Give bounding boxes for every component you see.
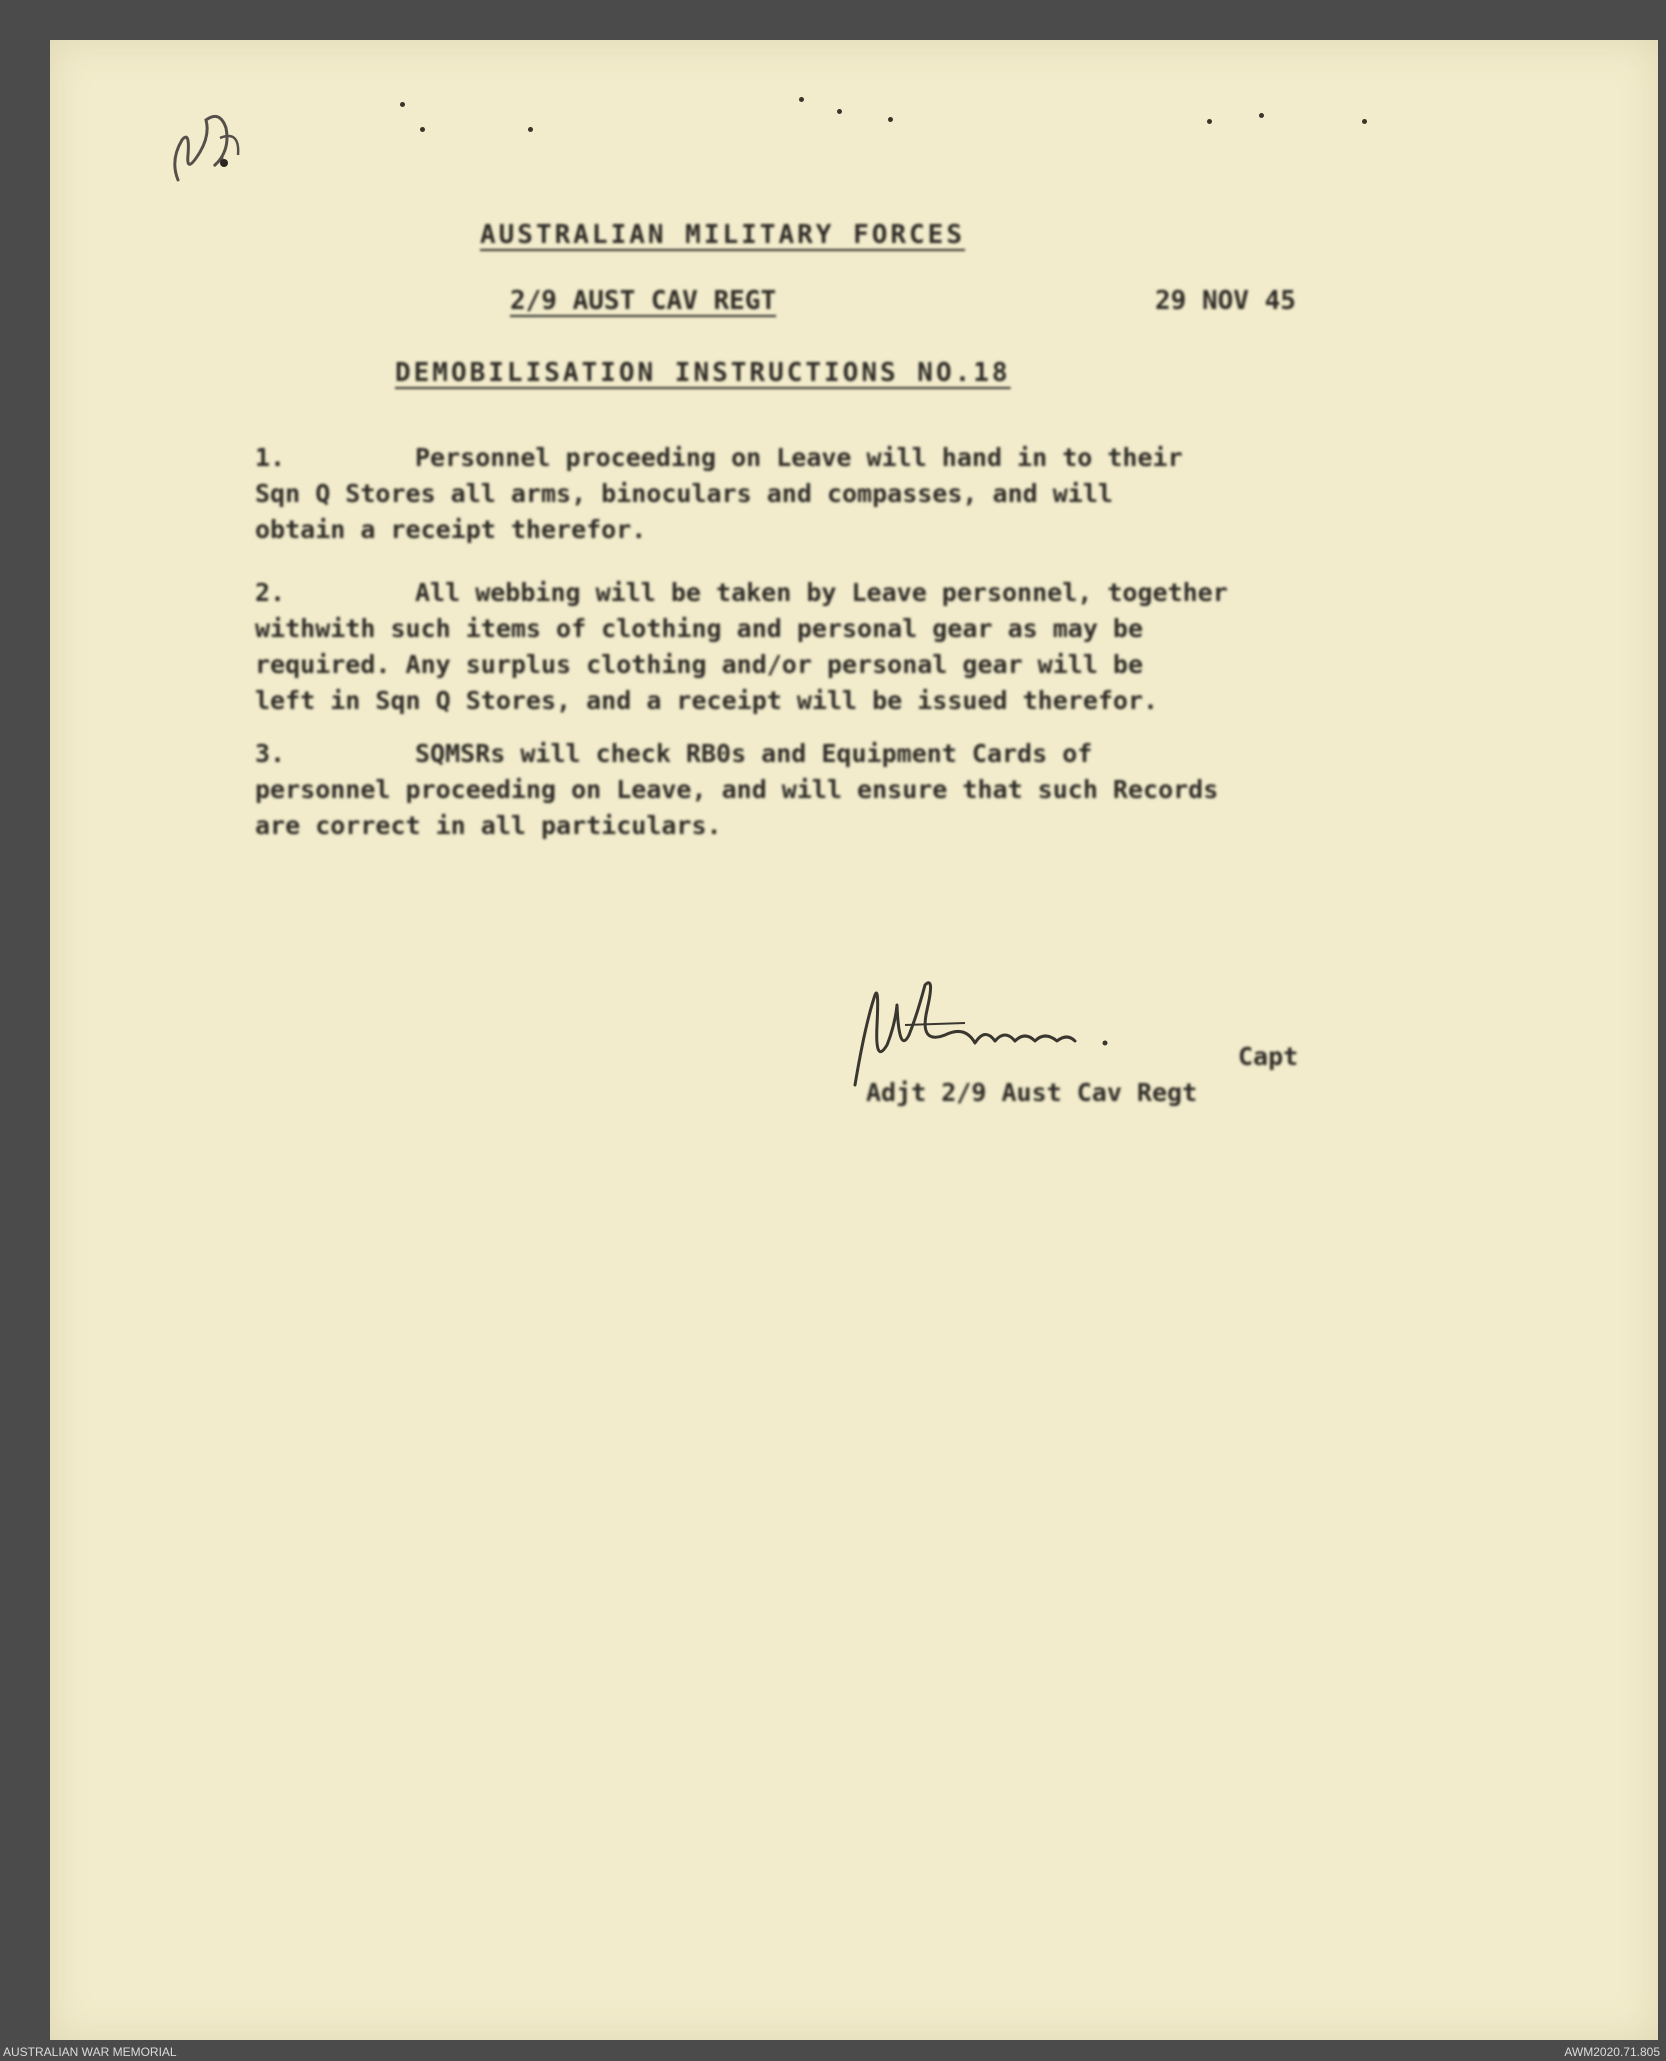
document-title: DEMOBILISATION INSTRUCTIONS NO.18 xyxy=(395,358,1011,388)
punch-hole-mark xyxy=(400,102,405,107)
signatory-rank: Capt xyxy=(1238,1042,1299,1071)
paragraph-text: SQMSRs will check RB0s and Equipment Cards of personnel proceeding on Leave, and will ensure that such Records are correct in all particulars. xyxy=(255,739,1219,840)
punch-hole-mark xyxy=(888,117,893,122)
punch-hole-mark xyxy=(528,127,533,132)
punch-hole-mark xyxy=(1207,119,1212,124)
unit-designation: 2/9 AUST CAV REGT xyxy=(510,286,777,316)
paragraph-number: 1. xyxy=(255,443,286,472)
paragraph-text: Personnel proceeding on Leave will hand in to their Sqn Q Stores all arms, binoculars and compasses, and will obtain a receipt therefor. xyxy=(255,443,1183,544)
organisation-heading: AUSTRALIAN MILITARY FORCES xyxy=(480,220,965,250)
document-date: 29 NOV 45 xyxy=(1155,286,1296,316)
punch-hole-mark xyxy=(1362,119,1367,124)
paragraph-3 xyxy=(255,736,1555,844)
paragraph-number: 2. xyxy=(255,578,286,607)
signatory-appointment: Adjt 2/9 Aust Cav Regt xyxy=(866,1078,1198,1107)
punch-hole-mark xyxy=(1259,113,1264,118)
accession-number: AWM2020.71.805 xyxy=(1564,2045,1660,2059)
punch-hole-mark xyxy=(837,109,842,114)
document-page xyxy=(50,40,1658,2040)
punch-hole-mark xyxy=(420,127,425,132)
paragraph-text: All webbing will be taken by Leave personnel, together withwith such items of clothing and personal gear as may be required. Any surplus clothing and/or personal gear will be left in Sqn Q Stores, and a receipt will be issued therefor. xyxy=(255,578,1228,715)
paragraph-1 xyxy=(255,440,1555,548)
handwritten-initials xyxy=(160,100,270,210)
punch-hole-mark xyxy=(799,97,804,102)
archive-credit: AUSTRALIAN WAR MEMORIAL xyxy=(3,2045,177,2059)
paragraph-number: 3. xyxy=(255,739,286,768)
paragraph-2 xyxy=(255,575,1555,719)
